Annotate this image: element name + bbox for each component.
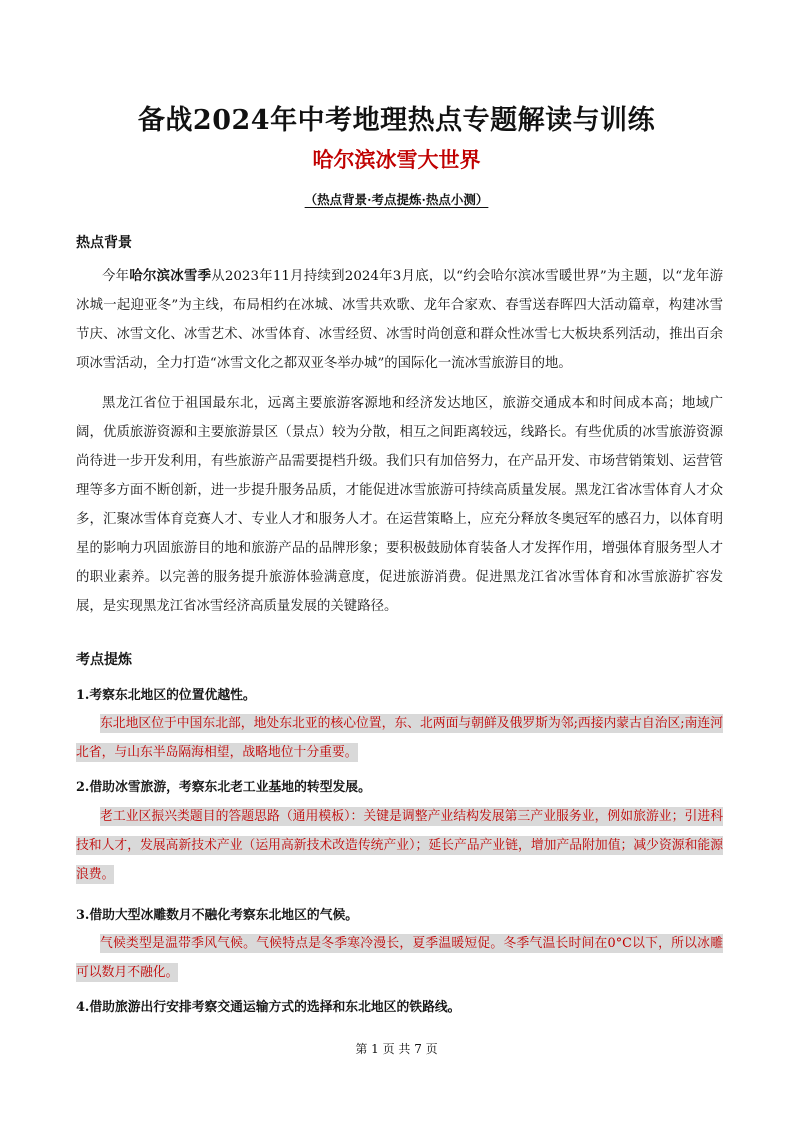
page-number: 第 1 页 共 7 页 [355,1042,438,1056]
point-answer-1 [76,709,723,767]
answer-2-text: 老工业区振兴类题目的答题思路（通用模板）：关键是调整产业结构发展第三产业服务业，例如旅游业；引进科技和人才，发展高新技术产业（运用高新技术改造传统产业）；延长产品产业链，增加产品附加值；减少资源和能源浪费。 [76,809,723,882]
para1-prefix: 今年 [102,269,130,284]
point-question-1: 1.考察东北地区的位置优越性。 [76,688,256,703]
answer-1-text: 东北地区位于中国东北部，地处东北亚的核心位置，东、北两面与朝鲜及俄罗斯为邻;西接内蒙古自治区;南连河北省，与山东半岛隔海相望，战略地位十分重要。 [76,716,723,760]
tagline-text: （热点背景·考点提炼·热点小测） [304,192,489,207]
document-subtitle: 哈尔滨冰雪大世界 [312,147,481,172]
answer-3-text: 气候类型是温带季风气候。气候特点是冬季寒冷漫长，夏季温暖短促。冬季气温长时间在0°C以下，所以冰雕可以数月不融化。 [76,936,723,980]
background-paragraph-1 [76,262,723,378]
para1-rest: 从2023年11月持续到2024年3月底，以“约会哈尔滨冰雪暖世界”为主题，以“龙年游冰城一起迎亚冬”为主线，布局相约在冰城、冰雪共欢歌、龙年合家欢、春雪送春晖四大活动篇章，构建冰雪节庆、冰雪文化、冰雪艺术、冰雪体育、冰雪经贸、冰雪时尚创意和群众性冰雪七大板块系列活动，推出百余项冰雪活动，全力打造“冰雪文化之都双亚冬举办城”的国际化一流冰雪旅游目的地。 [76,269,724,371]
point-answer-3 [76,929,723,987]
point-question-2: 2.借助冰雪旅游，考察东北老工业基地的转型发展。 [76,780,371,795]
point-answer-2 [76,802,723,889]
para1-bold: 哈尔滨冰雪季 [129,268,212,284]
document-tagline [0,190,793,208]
point-question-3: 3.借助大型冰雕数月不融化考察东北地区的气候。 [76,908,359,923]
section-heading-points: 考点提炼 [76,652,132,668]
background-paragraph-2: 黑龙江省位于祖国最东北，远离主要旅游客源地和经济发达地区，旅游交通成本和时间成本高；地域广阔，优质旅游资源和主要旅游景区（景点）较为分散，相互之间距离较远，线路长。有些优质的冰雪旅游资源尚待进一步开发利用，有些旅游产品需要提档升级。我们只有加倍努力，在产品开发、市场营销策划、运营管理等多方面不断创新，进一步提升服务品质，才能促进冰雪旅游可持续高质量发展。黑龙江省冰雪体育人才众多，汇聚冰雪体育竞赛人才、专业人才和服务人才。在运营策略上，应充分释放冬奥冠军的感召力，以体育明星的影响力巩固旅游目的地和旅游产品的品牌形象；要积极鼓励体育装备人才发挥作用，增强体育服务型人才的职业素养。以完善的服务提升旅游体验满意度，促进旅游消费。促进黑龙江省冰雪体育和冰雪旅游扩容发展，是实现黑龙江省冰雪经济高质量发展的关键路径。 [76,396,723,614]
document-title: 备战2024年中考地理热点专题解读与训练 [137,105,656,136]
point-question-4: 4.借助旅游出行安排考察交通运输方式的选择和东北地区的铁路线。 [76,1000,461,1015]
section-heading-background: 热点背景 [76,235,132,251]
